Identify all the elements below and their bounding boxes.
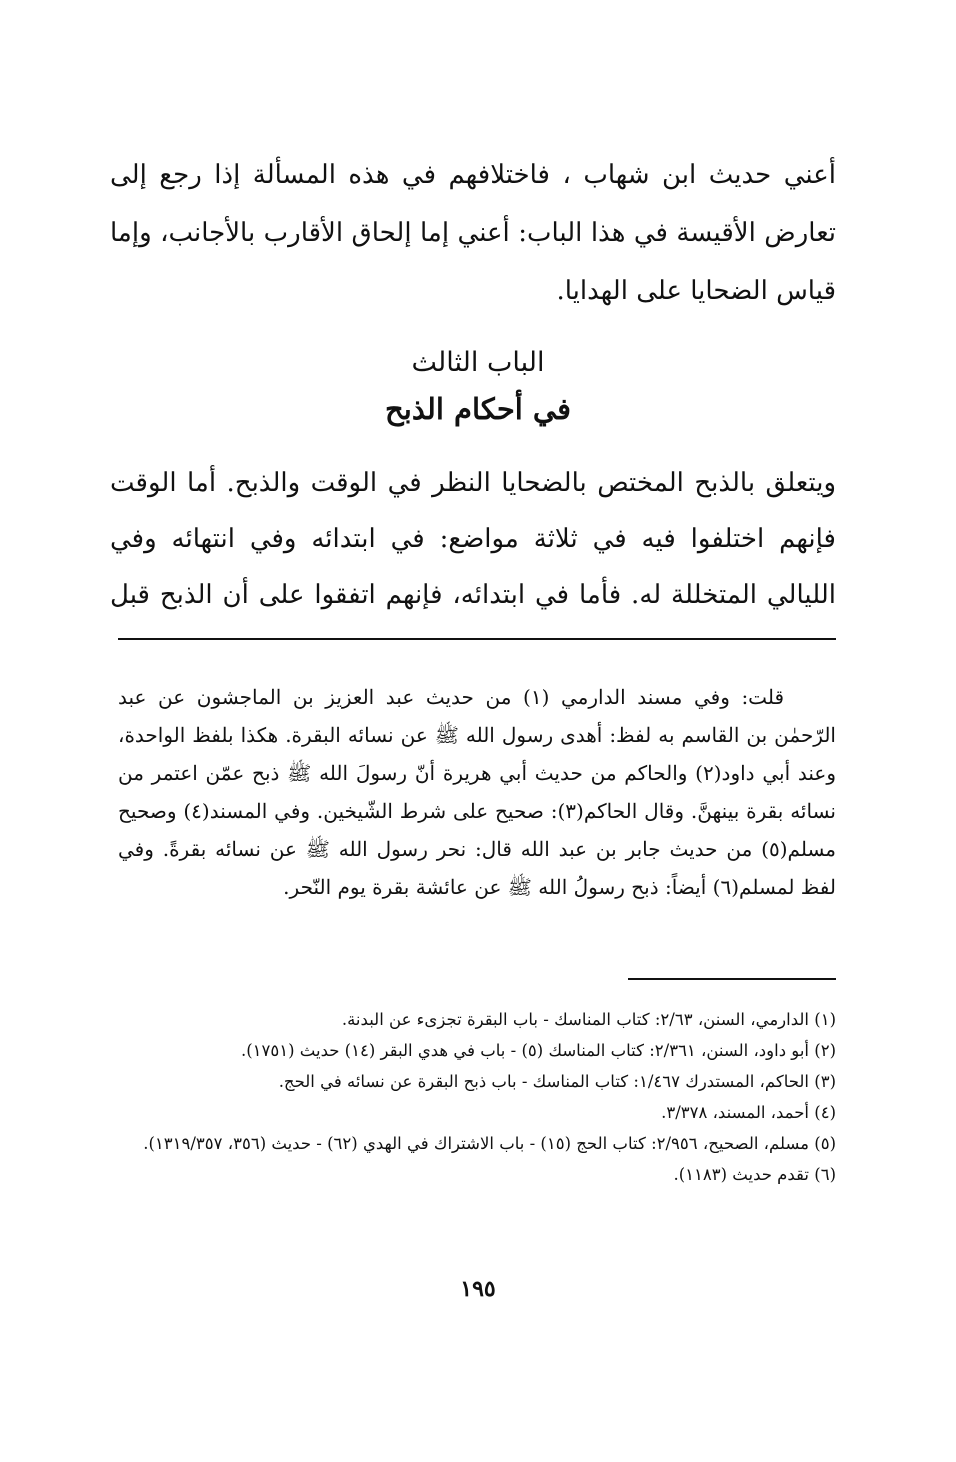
page-number: ١٩٥ [460, 1276, 496, 1302]
footnote-item: (٣) الحاكم، المستدرك ١/٤٦٧: كتاب المناسك - باب ذبح البقرة عن نسائه في الحج. [278, 1072, 836, 1091]
main-paragraph: ويتعلق بالذبح المختص بالضحايا النظر في الوقت والذبح. أما الوقت فإنهم اختلفوا فيه في ثلاثة مواضع: في ابتدائه وفي انتهائه وفي الليالي المتخللة له. فأما في ابتدائه، فإنهم اتفقوا على أن الذبح قبل [110, 468, 836, 610]
footnotes-list [140, 1004, 836, 1190]
footnote-item: (٦) تقدم حديث (١١٨٣). [673, 1165, 836, 1184]
chapter-heading [200, 340, 756, 432]
note-paragraph: قلت: وفي مسند الدارمي (١) من حديث عبد العزيز بن الماجشون عن عبد الرّحمٰن بن القاسم به لفظ: أهدى رسول الله ﷺ عن نسائه البقرة. هكذا بلفظ الواحدة، وعند أبي داود(٢) والحاكم من حديث أبي هريرة أنّ رسولَ الله ﷺ ذبح عمّن اعتمر من نسائه بقرة بينهنَّ. وقال الحاكم(٣): صحيح على شرط الشّيخين. وفي المسند(٤) وصحيح مسلم(٥) من حديث جابر بن عبد الله قال: نحر رسول الله ﷺ عن نسائه بقرةً. وفي لفظ لمسلم(٦) أيضاً: ذبح رسولُ الله ﷺ عن عائشة بقرة يوم النّحر. [118, 685, 836, 899]
chapter-title: الباب الثالث [411, 347, 545, 378]
intro-paragraph: أعني حديث ابن شهاب ، فاختلافهم في هذه المسألة إذا رجع إلى تعارض الأقيسة في هذا الباب: أعني إما إلحاق الأقارب بالأجانب، وإما قياس الضحايا على الهدايا. [110, 160, 836, 306]
footnote-item: (٥) مسلم، الصحيح، ٢/٩٥٦: كتاب الحج (١٥) - باب الاشتراك في الهدي (٦٢) - حديث (٣٥٦، ١٣١٩/٣٥٧). [143, 1134, 836, 1153]
footnote-item: (١) الدارمي، السنن، ٢/٦٣: كتاب المناسك - باب البقرة تجزىء عن البدنة. [341, 1010, 836, 1029]
footnote-separator-line [628, 978, 836, 980]
footnote-item: (٤) أحمد، المسند، ٣/٣٧٨. [661, 1103, 836, 1122]
chapter-subtitle: في أحكام الذبح [385, 392, 571, 426]
footnote-item: (٢) أبو داود، السنن، ٢/٣٦١: كتاب المناسك (٥) - باب في هدي البقر (١٤) حديث (١٧٥١). [240, 1041, 836, 1060]
text-separator-line [118, 638, 836, 640]
